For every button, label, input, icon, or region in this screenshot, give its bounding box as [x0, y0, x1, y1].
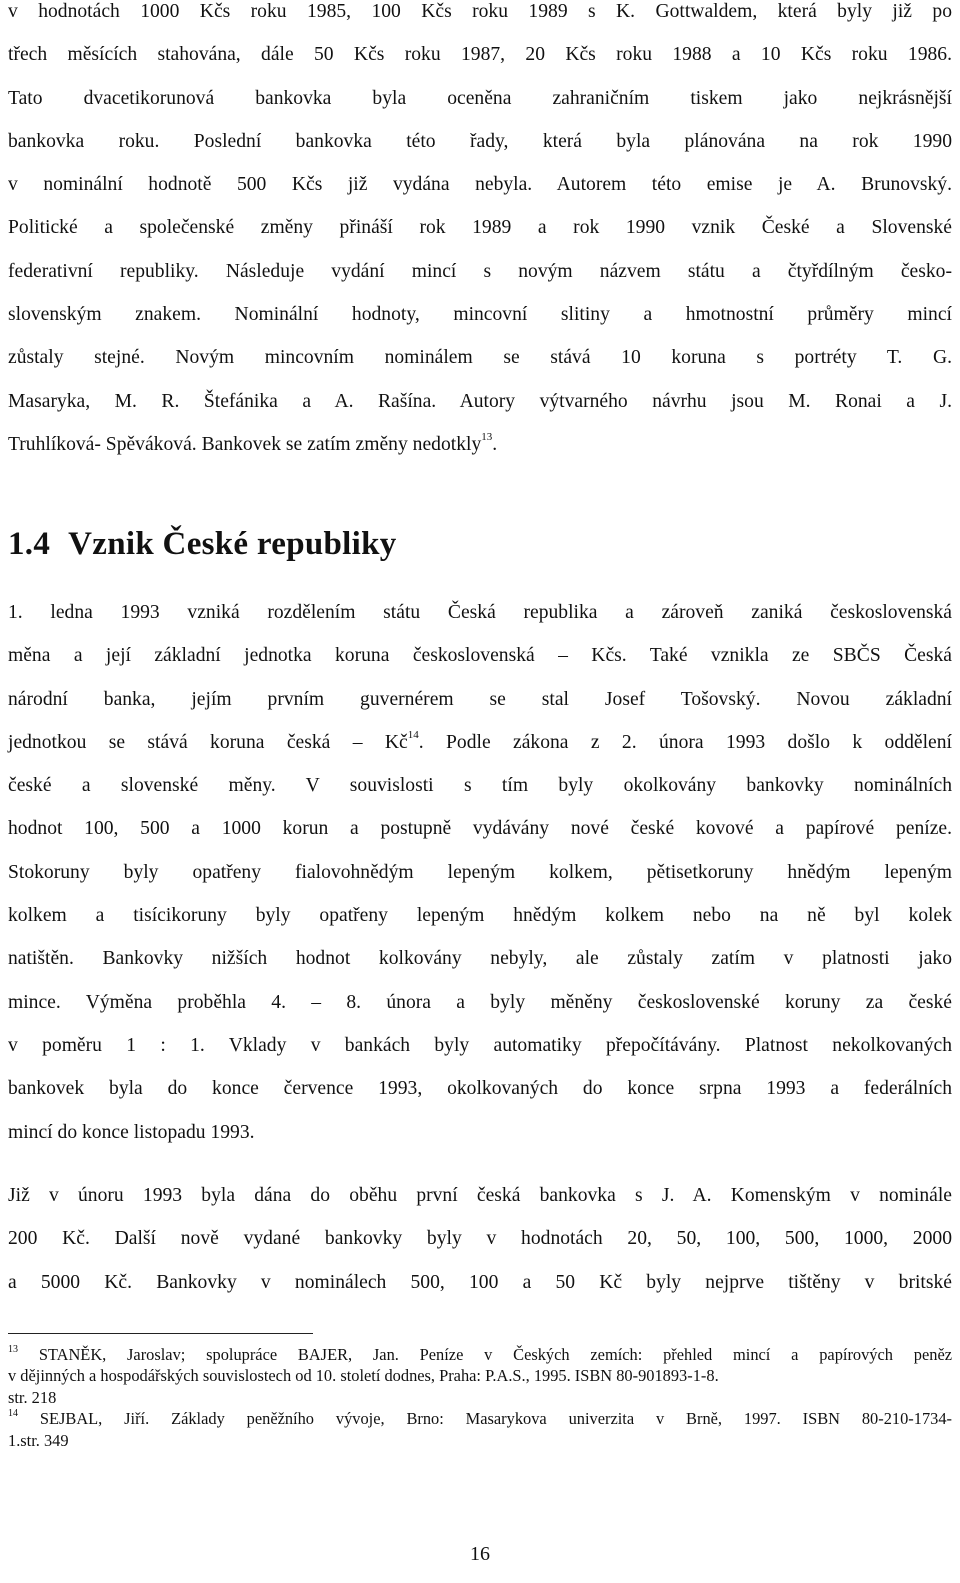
- footnote-line: [8, 1408, 952, 1429]
- text-line-with-footnote: [8, 423, 952, 466]
- text-line: měna a její základní jednotka koruna československá – Kčs. Také vznikla ze SBČS Česká: [8, 645, 952, 667]
- text-line: mincí do konce listopadu 1993.: [8, 1121, 255, 1143]
- text-line-end: .: [492, 433, 498, 455]
- page-number: 16: [470, 1543, 490, 1565]
- text-line: bankovek byla do konce července 1993, okolkovaných do konce srpna 1993 a federálních: [8, 1078, 952, 1100]
- footnote-text: SEJBAL, Jiří. Základy peněžního vývoje, Brno: Masarykova univerzita v Brně, 1997. ISBN 80-210-1734-: [39, 1409, 952, 1429]
- text-line: bankovka roku. Poslední bankovka této řady, která byla plánována na rok 1990: [8, 130, 952, 152]
- text-line: 1. ledna 1993 vzniká rozdělením státu Česká republika a zároveň zaniká československá: [8, 602, 952, 623]
- footnote-ref-13[interactable]: 13: [481, 431, 493, 444]
- footnote-text: STANĚK, Jaroslav; spolupráce BAJER, Jan. Peníze v Českých zemích: přehled mincí a papírových peněz: [38, 1345, 952, 1364]
- text-line: Stokoruny byly opatřeny fialovohnědým lepeným kolkem, pětisetkoruny hnědým lepeným: [8, 861, 952, 883]
- text-line: zůstaly stejné. Novým mincovním nominálem se stává 10 koruna s portréty T. G.: [8, 347, 952, 369]
- footnote-line: [8, 1344, 952, 1365]
- text-line: a 5000 Kč. Bankovky v nominálech 500, 100 a 50 Kč byly nejprve tištěny v britské: [8, 1271, 952, 1293]
- text-line: v poměru 1 : 1. Vklady v bankách byly automatiky přepočítávány. Platnost nekolkovaných: [8, 1034, 952, 1056]
- document-page: [8, 0, 952, 1583]
- text-line: natištěn. Bankovky nižších hodnot kolkovány nebyly, ale zůstaly zatím v platnosti jako: [8, 948, 952, 970]
- footnote-separator: [8, 1333, 313, 1334]
- section-heading: [8, 520, 397, 568]
- text-line: Politické a společenské změny přináší rok 1989 a rok 1990 vznik České a Slovenské: [8, 217, 952, 239]
- text-line: české a slovenské měny. V souvislosti s tím byly okolkovány bankovky nominálních: [8, 775, 952, 797]
- text-line: Truhlíková- Spěváková. Bankovek se zatím změny nedotkly: [8, 433, 482, 455]
- text-line: 200 Kč. Další nově vydané bankovky byly v hodnotách 20, 50, 100, 500, 1000, 2000: [8, 1228, 952, 1250]
- text-line: národní banka, jejím prvním guvernérem se stal Josef Tošovský. Novou základní: [8, 688, 952, 710]
- footnote-line: v dějinných a hospodářských souvislostech od 10. století dodnes, Praha: P.A.S., 1995. ISBN 80-901893-1-8.: [8, 1366, 719, 1386]
- footnote-line: 1.str. 349: [8, 1430, 69, 1450]
- section-number: 1.4: [8, 526, 51, 562]
- paragraph-czech-republic: [8, 591, 952, 1154]
- footnote-number: 14: [8, 1407, 18, 1419]
- paragraph-new-banknotes: [8, 1174, 952, 1304]
- text-line-with-footnote: [8, 721, 952, 764]
- text-line: slovenským znakem. Nominální hodnoty, mincovní slitiny a hmotnostní průměry mincí: [8, 304, 952, 326]
- footnote-13: [8, 1344, 952, 1408]
- text-line: v nominální hodnotě 500 Kčs již vydána nebyla. Autorem této emise je A. Brunovský.: [8, 174, 952, 196]
- paragraph-banknotes-history: [8, 0, 952, 466]
- footnotes: [8, 1344, 952, 1451]
- section-title: Vznik České republiky: [68, 526, 397, 562]
- footnote-14: [8, 1408, 952, 1451]
- text-line: Již v únoru 1993 byla dána do oběhu první česká bankovka s J. A. Komenským v nominále: [8, 1185, 952, 1206]
- text-line: kolkem a tisícikoruny byly opatřeny lepeným hnědým kolkem nebo na ně byl kolek: [8, 905, 952, 927]
- text-line: v hodnotách 1000 Kčs roku 1985, 100 Kčs roku 1989 s K. Gottwaldem, která byly již po: [8, 1, 952, 22]
- text-line: Masaryka, M. R. Štefánika a A. Rašína. Autory výtvarného návrhu jsou M. Ronai a J.: [8, 390, 952, 412]
- text-line: hodnot 100, 500 a 1000 korun a postupně vydávány nové české kovové a papírové peníze.: [8, 818, 952, 840]
- text-line: . Podle zákona z 2. února 1993 došlo k oddělení: [418, 731, 952, 753]
- text-line: federativní republiky. Následuje vydání mincí s novým názvem státu a čtyřdílným česko-: [8, 260, 952, 282]
- text-line: jednotkou se stává koruna česká – Kč: [8, 731, 408, 753]
- footnote-ref-14[interactable]: 14: [407, 729, 419, 742]
- text-line: Tato dvacetikorunová bankovka byla oceněna zahraničním tiskem jako nejkrásnější: [8, 87, 952, 109]
- text-line: mince. Výměna proběhla 4. – 8. února a byly měněny československé koruny za české: [8, 991, 952, 1013]
- footnote-number: 13: [8, 1343, 18, 1355]
- text-line: třech měsících stahována, dále 50 Kčs roku 1987, 20 Kčs roku 1988 a 10 Kčs roku 1986.: [8, 44, 952, 66]
- footnote-line: str. 218: [8, 1387, 57, 1407]
